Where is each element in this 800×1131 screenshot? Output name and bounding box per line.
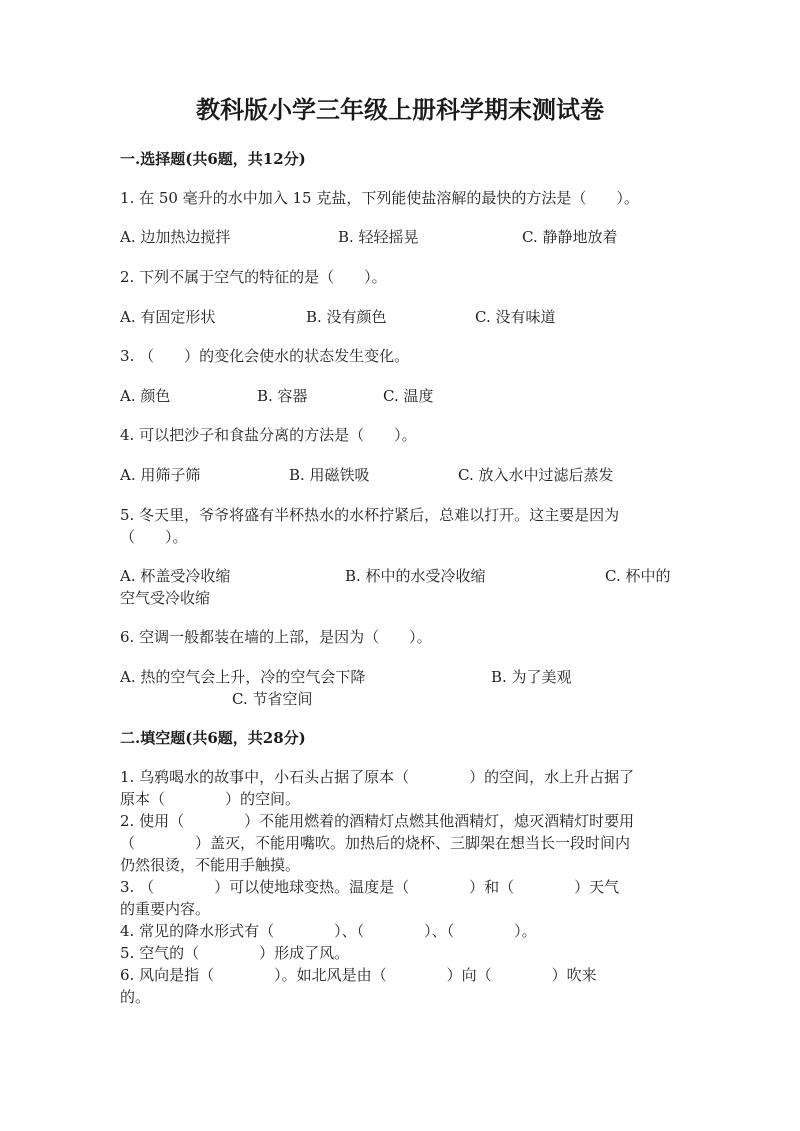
question-2-option-b: B. 没有颜色 [306, 308, 387, 326]
question-5-option-c-wrap: 空气受冷收缩 [120, 589, 211, 607]
question-3-option-a: A. 颜色 [120, 387, 171, 405]
question-6-option-c: C. 节省空间 [232, 690, 313, 708]
fill-line: 的重要内容。 [120, 900, 211, 918]
fill-line: 原本（ ）的空间。 [120, 790, 301, 808]
question-1-option-b: B. 轻轻摇晃 [338, 228, 419, 246]
section-heading-choice: 一.选择题(共6题，共12分) [120, 150, 306, 168]
question-1-stem: 1. 在 50 毫升的水中加入 15 克盐，下列能使盐溶解的最快的方法是（ ）。 [120, 189, 639, 207]
fill-line: （ ）盖灭，不能用嘴吹。加热后的烧杯、三脚架在想当长一段时间内 [120, 834, 631, 852]
question-2-stem: 2. 下列不属于空气的特征的是（ ）。 [120, 268, 387, 286]
fill-line: 6. 风向是指（ ）。如北风是由（ ）向（ ）吹来 [120, 966, 597, 984]
question-4-option-b: B. 用磁铁吸 [289, 466, 370, 484]
question-4-option-a: A. 用筛子筛 [120, 466, 201, 484]
section-heading-fill: 二.填空题(共6题，共28分) [120, 729, 306, 747]
question-5-stem-line-1: 5. 冬天里，爷爷将盛有半杯热水的水杯拧紧后，总难以打开。这主要是因为 [120, 506, 620, 524]
question-1-option-c: C. 静静地放着 [522, 228, 618, 246]
fill-line: 1. 乌鸦喝水的故事中，小石头占据了原本（ ）的空间，水上升占据了 [120, 768, 635, 786]
question-5-option-b: B. 杯中的水受冷收缩 [345, 567, 486, 585]
fill-line: 3. （ ）可以使地球变热。温度是（ ）和（ ）天气 [120, 878, 620, 896]
question-5-option-a: A. 杯盖受冷收缩 [120, 567, 231, 585]
fill-line: 的。 [120, 988, 151, 1006]
question-4-option-c: C. 放入水中过滤后蒸发 [458, 466, 614, 484]
question-6-stem: 6. 空调一般都装在墙的上部，是因为（ ）。 [120, 628, 432, 646]
fill-line: 4. 常见的降水形式有（ ）、（ ）、（ ）。 [120, 922, 537, 940]
fill-line: 5. 空气的（ ）形成了风。 [120, 944, 350, 962]
question-5-stem-line-2: （ ）。 [120, 528, 188, 546]
fill-line: 仍然很烫，不能用手触摸。 [120, 856, 301, 874]
question-6-option-b: B. 为了美观 [491, 668, 572, 686]
question-3-option-c: C. 温度 [383, 387, 434, 405]
question-6-option-a: A. 热的空气会上升，冷的空气会下降 [120, 668, 366, 686]
question-2-option-a: A. 有固定形状 [120, 308, 216, 326]
question-4-stem: 4. 可以把沙子和食盐分离的方法是（ ）。 [120, 426, 417, 444]
page-title: 教科版小学三年级上册科学期末测试卷 [196, 95, 604, 124]
question-3-option-b: B. 容器 [257, 387, 308, 405]
question-2-option-c: C. 没有味道 [475, 308, 556, 326]
question-1-option-a: A. 边加热边搅拌 [120, 228, 231, 246]
question-3-stem: 3. （ ）的变化会使水的状态发生变化。 [120, 347, 410, 365]
question-5-option-c: C. 杯中的 [605, 567, 671, 585]
fill-line: 2. 使用（ ）不能用燃着的酒精灯点燃其他酒精灯，熄灭酒精灯时要用 [120, 812, 635, 830]
